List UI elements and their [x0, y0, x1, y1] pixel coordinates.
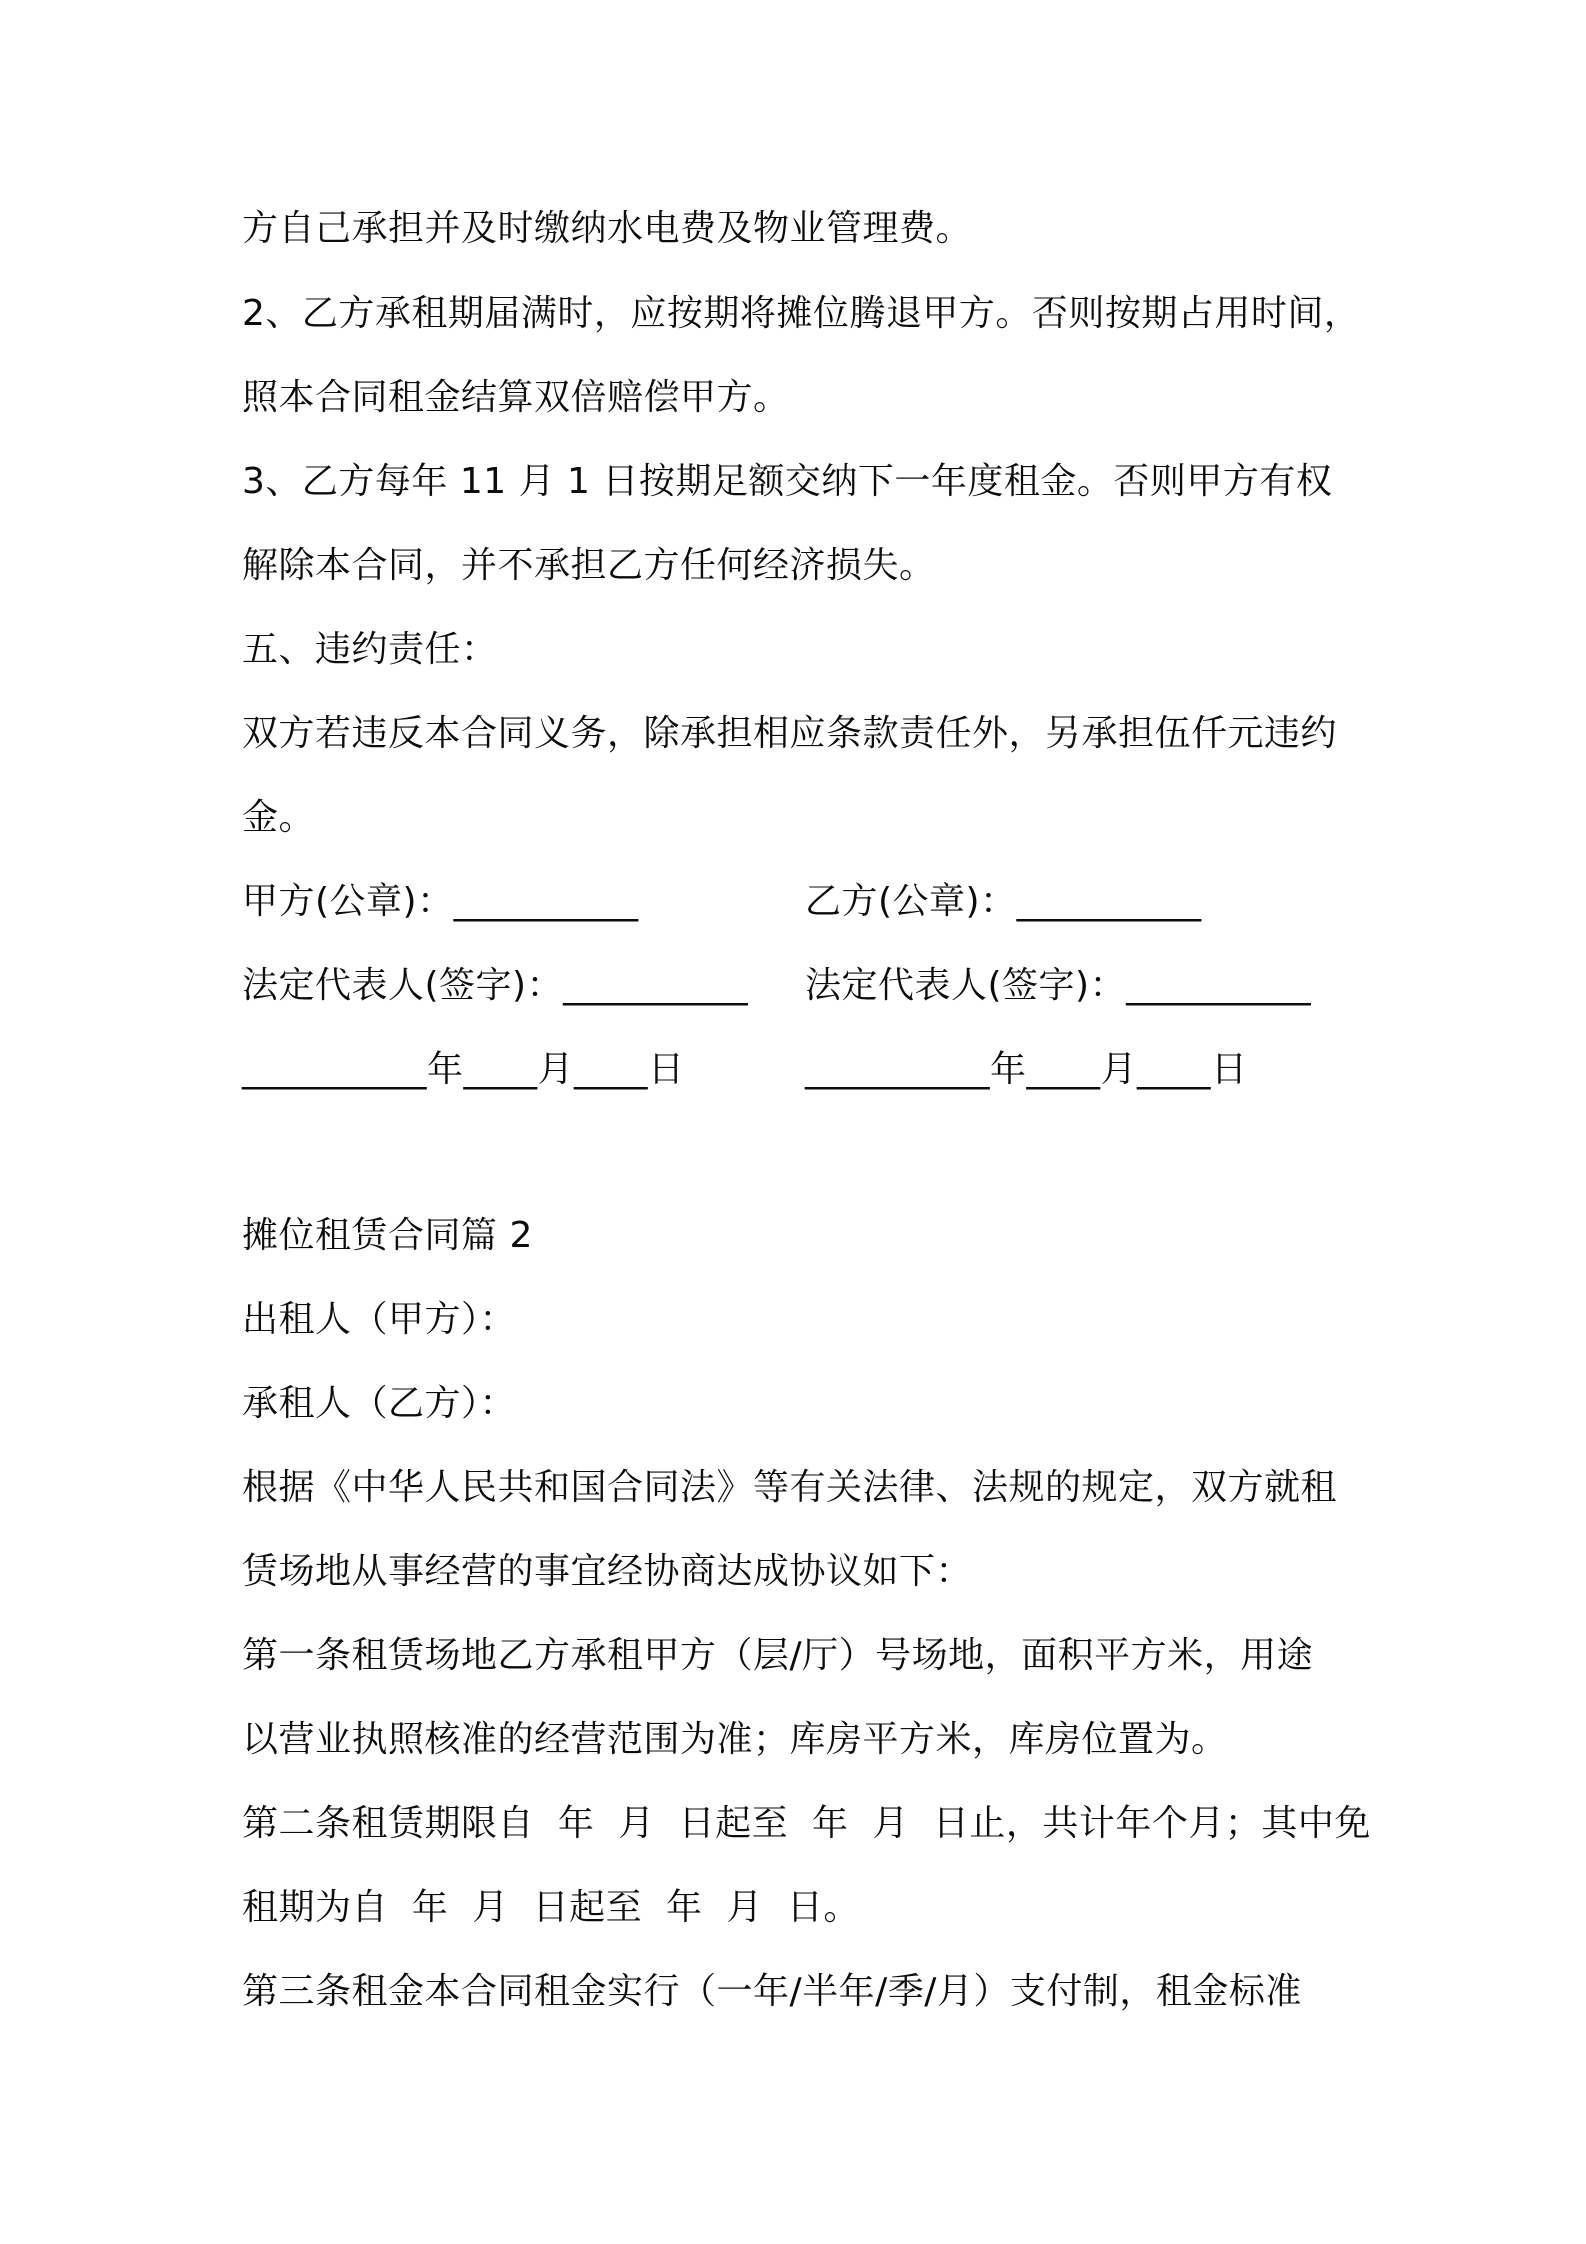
lessee-line: 承租人（乙方）：: [242, 1383, 517, 1424]
party-a-representative-field: 法定代表人(签字)：__________: [242, 965, 749, 1006]
paragraph-line: 方自己承担并及时缴纳水电费及物业管理费。: [242, 208, 973, 249]
clause-2-line: 照本合同租金结算双倍赔偿甲方。: [242, 377, 790, 418]
party-a-date-field: __________年____月____日: [242, 1049, 685, 1090]
clause-2-line: 2、乙方承租期届满时，应按期将摊位腾退甲方。否则按期占用时间，: [242, 293, 1361, 334]
preamble-line: 根据《中华人民共和国合同法》等有关法律、法规的规定，双方就租: [242, 1467, 1338, 1508]
article-2-line: 第二条租赁期限自 年 月 日起至 年 月 日止，共计年个月；其中免: [242, 1803, 1371, 1844]
party-b-representative-field: 法定代表人(签字)：__________: [805, 965, 1312, 1006]
party-a-seal-field: 甲方(公章)：__________: [242, 881, 639, 922]
breach-clause-line: 金。: [242, 797, 316, 838]
breach-clause-line: 双方若违反本合同义务，除承担相应条款责任外，另承担伍仟元违约: [242, 713, 1338, 754]
contract-title: 摊位租赁合同篇 2: [242, 1215, 533, 1256]
party-b-date-field: __________年____月____日: [805, 1049, 1248, 1090]
clause-3-line: 解除本合同，并不承担乙方任何经济损失。: [242, 545, 936, 586]
article-1-line: 第一条租赁场地乙方承租甲方（层/厅）号场地，面积平方米，用途: [242, 1635, 1314, 1676]
clause-3-line: 3、乙方每年 11 月 1 日按期足额交纳下一年度租金。否则甲方有权: [242, 461, 1333, 502]
preamble-line: 赁场地从事经营的事宜经协商达成协议如下：: [242, 1551, 973, 1592]
party-b-seal-field: 乙方(公章)：__________: [805, 881, 1202, 922]
lessor-line: 出租人（甲方）：: [242, 1299, 517, 1340]
article-2-line: 租期为自 年 月 日起至 年 月 日。: [242, 1887, 860, 1928]
article-1-line: 以营业执照核准的经营范围为准；库房平方米，库房位置为。: [242, 1719, 1228, 1760]
article-3-line: 第三条租金本合同租金实行（一年/半年/季/月）支付制，租金标准: [242, 1971, 1302, 2012]
section-heading-breach: 五、违约责任：: [242, 629, 498, 670]
